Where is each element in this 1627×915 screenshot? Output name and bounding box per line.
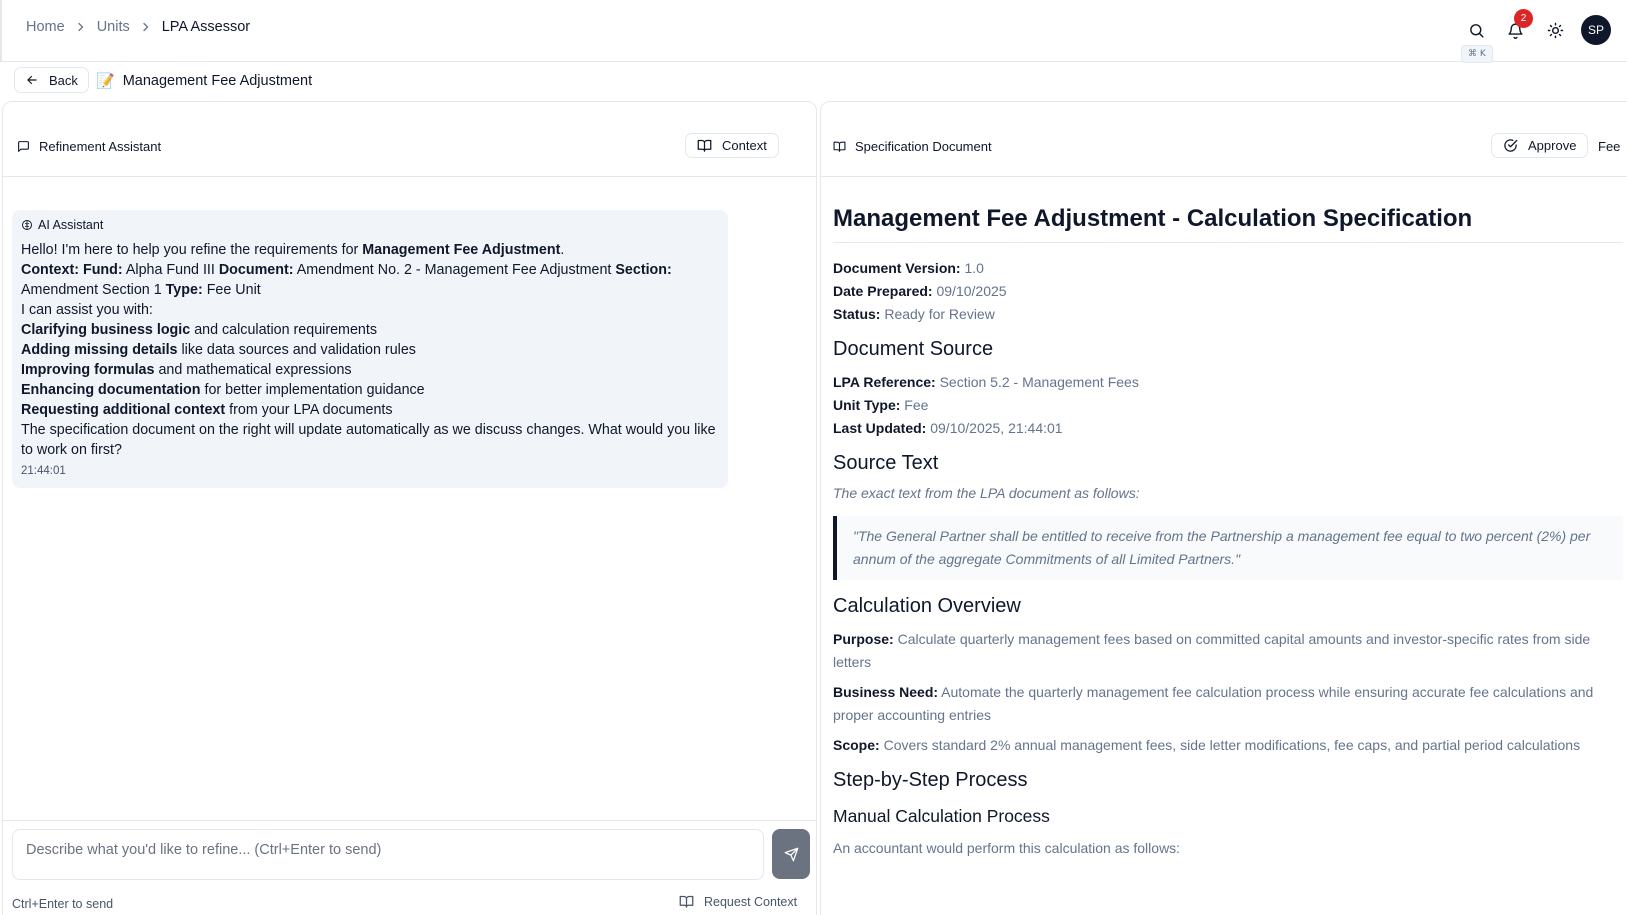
source-unit-type: Unit Type: Fee bbox=[833, 397, 929, 413]
section-heading: Document Source bbox=[833, 338, 994, 360]
message-body: Hello! I'm here to help you refine the requirements for Management Fee Adjustment. Context: Fund: Alpha Fund III Document: Amendment No. 2 - Management Fee Adjustment Section: Amendment Section 1 Type: Fee Unit I can assist you with: Clarifying business logic and calculation requirements Adding missing details like data sources and validation rules Improving formulas and mathematical expressions Enhancing documentation for better implementation guidance Requesting additional context from your LPA documents The specification document on the right will update automatically as we discuss changes. What would you like to work on first? bbox=[21, 240, 719, 460]
assistant-message bbox=[12, 210, 728, 488]
list-item: Enhancing documentation for better implementation guidance bbox=[21, 382, 425, 398]
doc-meta-status: Status: Ready for Review bbox=[833, 306, 995, 322]
section-heading: Calculation Overview bbox=[833, 595, 1021, 617]
panel-header bbox=[3, 102, 816, 177]
refine-input[interactable] bbox=[12, 829, 764, 880]
list-item: Adding missing details like data sources and validation rules bbox=[21, 342, 416, 358]
brain-icon bbox=[21, 219, 33, 231]
doc-meta-version: Document Version: 1.0 bbox=[833, 260, 984, 276]
book-open-icon bbox=[679, 894, 694, 909]
list-item: Clarifying business logic and calculation requirements bbox=[21, 322, 377, 338]
unit-type-badge: Fee bbox=[1598, 139, 1621, 154]
send-button[interactable] bbox=[772, 829, 810, 879]
notification-badge: 2 bbox=[1514, 9, 1533, 28]
source-lpa-reference: LPA Reference: Section 5.2 - Management Fees bbox=[833, 374, 1139, 390]
check-circle-icon bbox=[1503, 138, 1518, 153]
doc-title: Management Fee Adjustment - Calculation Specification bbox=[833, 205, 1623, 243]
sub-header bbox=[0, 62, 1627, 102]
specification-document-panel bbox=[820, 101, 1627, 915]
request-context-button[interactable]: Request Context bbox=[679, 894, 797, 909]
source-last-updated: Last Updated: 09/10/2025, 21:44:01 bbox=[833, 420, 1063, 436]
breadcrumb bbox=[26, 19, 250, 35]
panel-title: Refinement Assistant bbox=[17, 139, 161, 154]
breadcrumb-home[interactable]: Home bbox=[26, 19, 65, 35]
message-square-icon bbox=[17, 140, 30, 153]
book-open-icon bbox=[697, 138, 712, 153]
sun-icon bbox=[1547, 22, 1564, 39]
theme-toggle-button[interactable] bbox=[1544, 19, 1566, 41]
list-item: Improving formulas and mathematical expressions bbox=[21, 362, 352, 378]
back-button[interactable] bbox=[14, 67, 89, 93]
avatar[interactable]: SP bbox=[1581, 15, 1611, 45]
top-bar bbox=[0, 0, 1627, 62]
search-icon bbox=[1468, 22, 1485, 39]
message-timestamp: 21:44:01 bbox=[21, 465, 66, 477]
refinement-assistant-panel bbox=[2, 101, 817, 915]
breadcrumb-units[interactable]: Units bbox=[96, 19, 130, 35]
source-quote: "The General Partner shall be entitled to receive from the Partnership a management fee equal to two percent (2%) per annum of the aggregate Commitments of all Limited Partners." bbox=[833, 516, 1623, 580]
chevron-right-icon bbox=[141, 22, 151, 32]
send-hint: Ctrl+Enter to send bbox=[12, 897, 114, 911]
spec-document bbox=[833, 205, 1623, 867]
search-button[interactable] bbox=[1465, 19, 1487, 41]
send-icon bbox=[784, 847, 799, 862]
overview-business-need: Business Need: Automate the quarterly management fee calculation process while ensuring accurate fee calculations and proper accounting entries bbox=[833, 684, 1594, 723]
subsection-heading: Manual Calculation Process bbox=[833, 806, 1050, 826]
memo-emoji: 📝 bbox=[96, 73, 115, 90]
source-text-intro: The exact text from the LPA document as follows: bbox=[833, 485, 1140, 501]
context-button[interactable]: Context bbox=[685, 133, 779, 158]
manual-intro: An accountant would perform this calculation as follows: bbox=[833, 840, 1181, 856]
panel-title: Specification Document bbox=[833, 139, 992, 154]
panel-header bbox=[821, 102, 1627, 177]
book-open-icon bbox=[833, 140, 846, 153]
doc-meta-date: Date Prepared: 09/10/2025 bbox=[833, 283, 1007, 299]
list-item: Requesting additional context from your LPA documents bbox=[21, 402, 393, 418]
back-button-label: Back bbox=[49, 72, 78, 88]
chevron-right-icon bbox=[76, 22, 86, 32]
message-composer bbox=[3, 820, 817, 915]
arrow-left-icon bbox=[25, 73, 39, 87]
overview-scope: Scope: Covers standard 2% annual management fees, side letter modifications, fee caps, and partial period calculations bbox=[833, 737, 1581, 753]
overview-purpose: Purpose: Calculate quarterly management fees based on committed capital amounts and investor-specific rates from side letters bbox=[833, 631, 1591, 670]
approve-button[interactable]: Approve bbox=[1491, 133, 1588, 158]
page-title bbox=[96, 72, 312, 90]
section-heading: Step-by-Step Process bbox=[833, 769, 1028, 791]
message-sender: AI Assistant bbox=[21, 218, 719, 232]
search-shortcut: ⌘ K bbox=[1461, 45, 1493, 63]
section-heading: Source Text bbox=[833, 452, 939, 474]
breadcrumb-current: LPA Assessor bbox=[161, 19, 251, 35]
page-title-text: Management Fee Adjustment bbox=[122, 73, 313, 89]
